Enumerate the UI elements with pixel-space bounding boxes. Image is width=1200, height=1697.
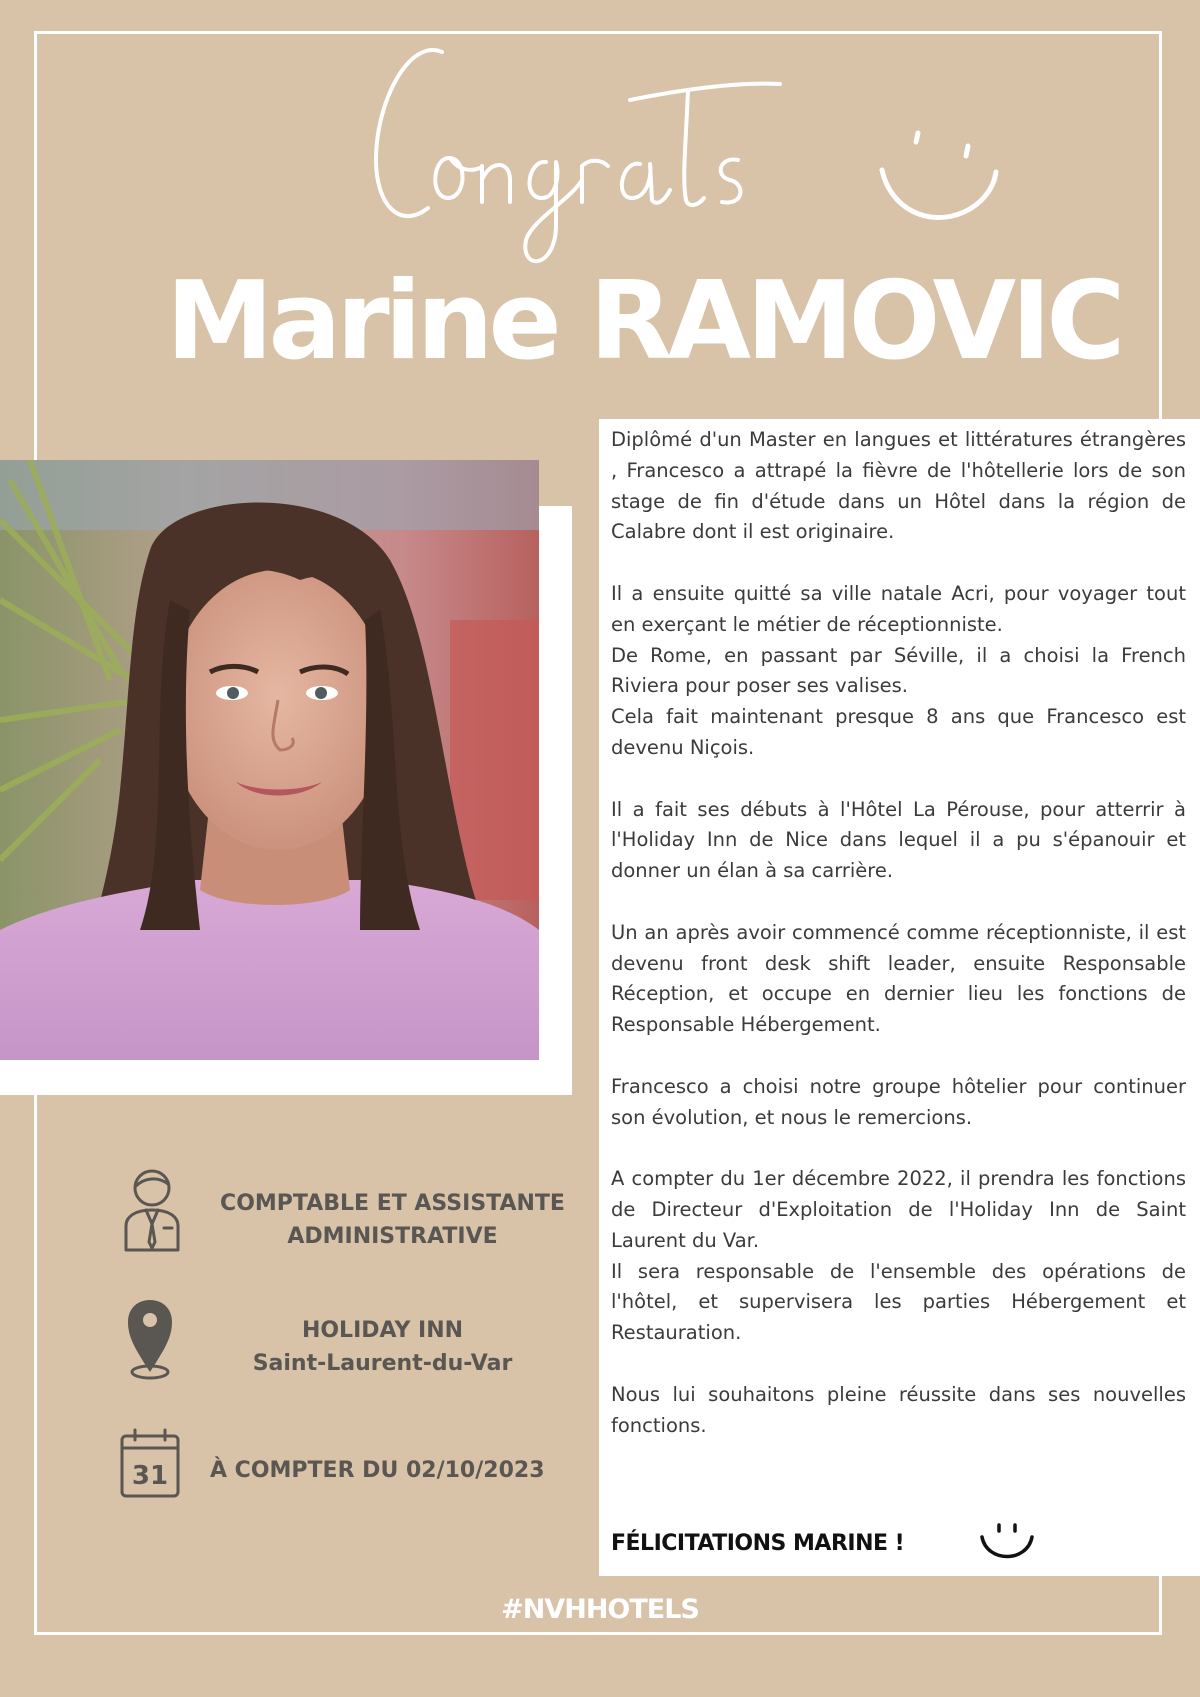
calendar-icon	[119, 1428, 185, 1500]
article-paragraph-4	[611, 918, 1186, 1041]
hotel-name: HOLIDAY INN	[301, 1318, 464, 1343]
closing-congratulations: FÉLICITATIONS MARINE !	[611, 1531, 905, 1556]
article-line: Cela fait maintenant presque 8 ans que Francesco est devenu Niçois.	[611, 705, 1186, 759]
info-hotel	[110, 1298, 590, 1388]
info-start-date	[110, 1428, 590, 1508]
employee-icon	[110, 1168, 180, 1254]
article-paragraph-2	[611, 579, 1186, 764]
person-name: Marine RAMOVIC	[166, 259, 1121, 384]
hotel-city: Saint-Laurent-du-Var	[252, 1351, 513, 1376]
article-line: Nous lui souhaitons pleine réussite dans ses nouvelles fonctions.	[611, 1382, 1186, 1437]
article-paragraph-6	[611, 1164, 1186, 1349]
article-line: Diplômé d'un Master en langues et littératures étrangères , Francesco a attrapé la fièvre de l'hôtellerie lors de son stage de fin d'étude dans un Hôtel dans la région de Calabre dont il est originaire.	[611, 428, 1186, 544]
smiley-icon	[977, 1519, 1037, 1563]
article-paragraph-5	[611, 1072, 1186, 1134]
article-paragraph-1	[611, 425, 1186, 548]
info-role	[110, 1168, 590, 1258]
hashtag-footer: #NVHHOTELS	[501, 1594, 699, 1625]
article-line: De Rome, en passant par Séville, il a choisi la French Riviera pour poser ses valises.	[611, 643, 1186, 698]
article-line: Francesco a choisi notre groupe hôtelier pour continuer son évolution, et nous le remercions.	[611, 1074, 1186, 1129]
article-line: Un an après avoir commencé comme réceptionniste, il est devenu front desk shift leader, ensuite Responsable Réception, et occupe en dernier lieu les fonctions de Responsable Hébergement.	[611, 920, 1186, 1037]
role-line-1: COMPTABLE ET ASSISTANTE	[220, 1191, 565, 1216]
article-paragraph-3	[611, 795, 1186, 887]
article-line: Il sera responsable de l'ensemble des opérations de l'hôtel, et supervisera les parties Hébergement et Restauration.	[611, 1259, 1186, 1345]
congrats-script-title	[370, 30, 850, 280]
start-date-text: À COMPTER DU 02/10/2023	[210, 1458, 545, 1483]
portrait-photo	[0, 460, 539, 1060]
role-line-2: ADMINISTRATIVE	[287, 1224, 498, 1249]
location-pin-icon	[126, 1298, 196, 1380]
smiley-icon	[878, 128, 1003, 228]
calendar-day: 31	[131, 1461, 169, 1491]
article-line: Il a ensuite quitté sa ville natale Acri, pour voyager tout en exerçant le métier de réceptionniste.	[611, 581, 1186, 636]
article-line: Il a fait ses débuts à l'Hôtel La Pérouse, pour atterrir à l'Holiday Inn de Nice dans lequel il a pu s'épanouir et donner un élan à sa carrière.	[611, 797, 1186, 883]
article-line: A compter du 1er décembre 2022, il prendra les fonctions de Directeur d'Exploitation de l'Holiday Inn de Saint Laurent du Var.	[611, 1167, 1186, 1252]
article-panel	[599, 419, 1200, 1576]
article-paragraph-7	[611, 1380, 1186, 1442]
